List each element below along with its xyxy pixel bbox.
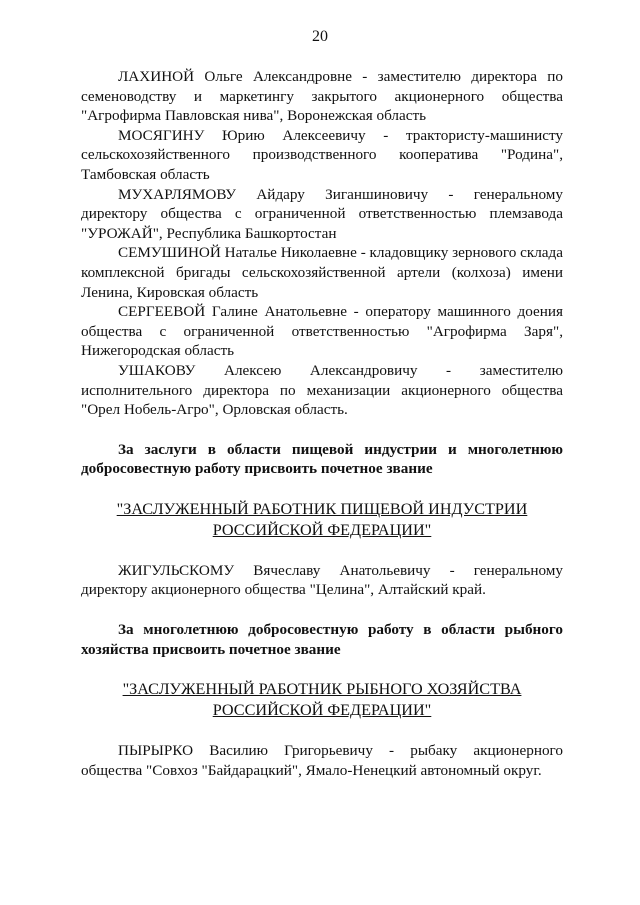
honorary-title-food-industry bbox=[81, 499, 563, 541]
honorary-title-line-2: РОССИЙСКОЙ ФЕДЕРАЦИИ" bbox=[212, 520, 432, 539]
section-spacer bbox=[81, 479, 563, 499]
honorary-title-line-1: "ЗАСЛУЖЕННЫЙ РАБОТНИК РЫБНОГО ХОЗЯЙСТВА bbox=[122, 680, 522, 699]
awardee-paragraph-pyryrko: ПЫРЫРКО Василию Григорьевичу - рыбаку акционерного общества "Совхоз "Байдарацкий", Ямало-Ненецкий автономный округ. bbox=[81, 742, 563, 779]
honorary-title-line-2: РОССИЙСКОЙ ФЕДЕРАЦИИ" bbox=[212, 701, 432, 720]
awardee-paragraph-mosyagin: МОСЯГИНУ Юрию Алексеевичу - трактористу-машинисту сельскохозяйственного производственного кооператива "Родина", Тамбовская область bbox=[81, 126, 563, 183]
awardee-paragraph-semushina: СЕМУШИНОЙ Наталье Николаевне - кладовщику зернового склада комплексной бригады сельскохозяйственной артели (колхоза) имени Ленина, Кировская область bbox=[81, 244, 563, 301]
honorary-title-fishery bbox=[81, 679, 563, 721]
decree-fishery: За многолетнюю добросовестную работу в области рыбного хозяйства присвоить почетное звание bbox=[81, 621, 563, 658]
page-number: 20 bbox=[312, 28, 328, 45]
document-body bbox=[81, 67, 563, 780]
section-spacer bbox=[81, 721, 563, 741]
section-spacer bbox=[81, 420, 563, 440]
section-spacer bbox=[81, 600, 563, 620]
section-spacer bbox=[81, 541, 563, 561]
decree-food-industry: За заслуги в области пищевой индустрии и многолетнюю добросовестную работу присвоить почетное звание bbox=[81, 440, 563, 478]
awardee-paragraph-sergeeva: СЕРГЕЕВОЙ Галине Анатольевне - оператору машинного доения общества с ограниченной ответственностью "Агрофирма Заря", Нижегородская область bbox=[81, 303, 563, 360]
section-spacer bbox=[81, 659, 563, 679]
awardee-paragraph-mukharlyamov: МУХАРЛЯМОВУ Айдару Зиганшиновичу - генеральному директору общества с ограниченной ответственностью племзавода "УРОЖАЙ", Республика Башкортостан bbox=[81, 185, 563, 242]
awardee-paragraph-lakhina: ЛАХИНОЙ Ольге Александровне - заместителю директора по семеноводству и маркетингу закрытого акционерного общества "Агрофирма Павловская нива", Воронежская область bbox=[81, 68, 563, 125]
awardee-paragraph-ushakov: УШАКОВУ Алексею Александровичу - заместителю исполнительного директора по механизации акционерного общества "Орел Нобель-Агро", Орловская область. bbox=[81, 361, 563, 419]
awardee-paragraph-zhigulsky: ЖИГУЛЬСКОМУ Вячеславу Анатольевичу - генеральному директору акционерного общества "Целина", Алтайский край. bbox=[81, 561, 563, 599]
honorary-title-line-1: "ЗАСЛУЖЕННЫЙ РАБОТНИК ПИЩЕВОЙ ИНДУСТРИИ bbox=[116, 499, 528, 518]
